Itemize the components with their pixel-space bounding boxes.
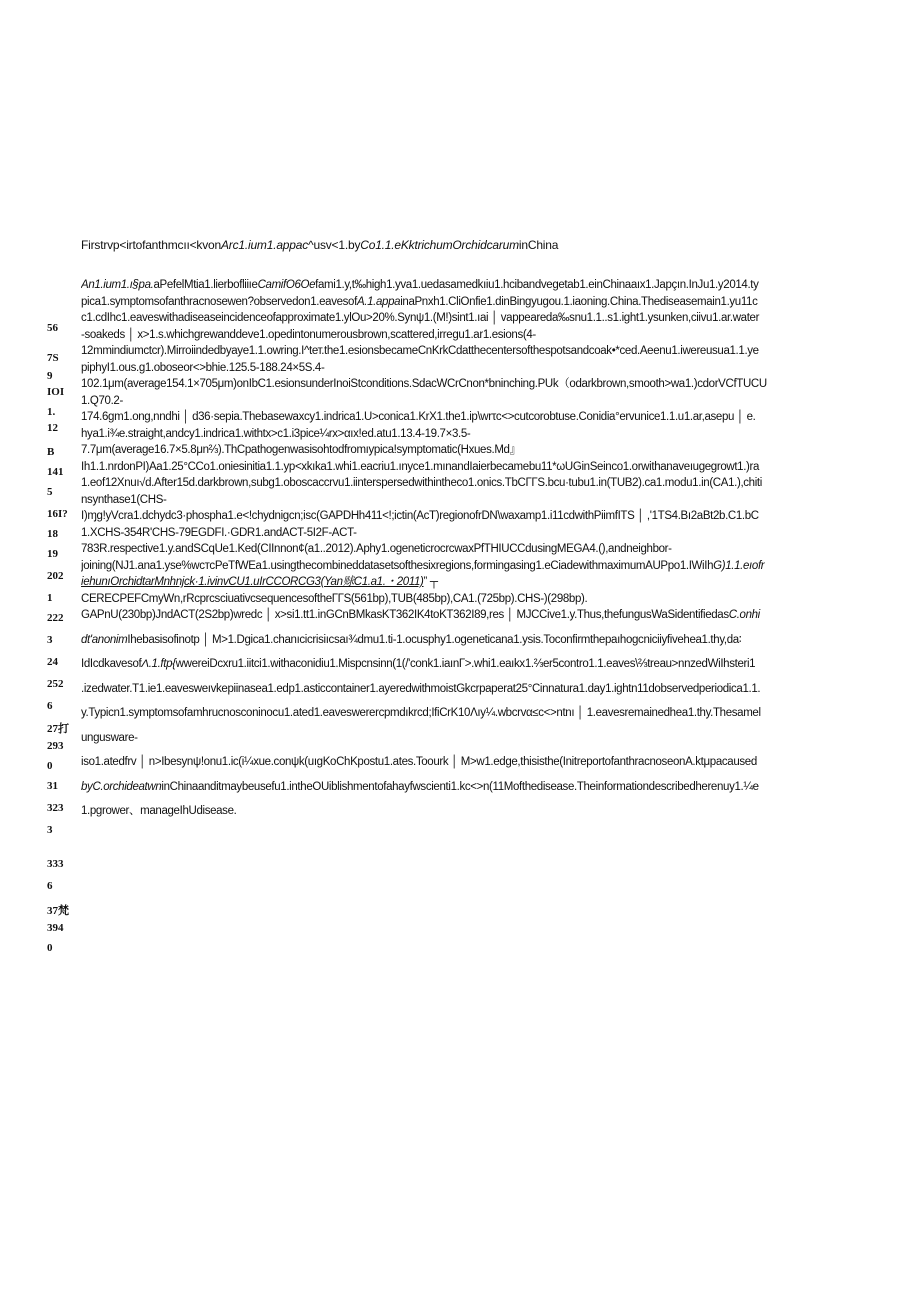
line-gap bbox=[81, 648, 861, 656]
line-number: 293 bbox=[47, 740, 64, 752]
body-line bbox=[81, 442, 861, 459]
body-line bbox=[81, 574, 861, 591]
body-line-segment: inaPnxh1.CliOnfie1.dinBingyugou.1.iaoning.China.Thediseasemain1.yu11c bbox=[400, 295, 758, 308]
line-number: 0 bbox=[47, 760, 53, 772]
body-line bbox=[81, 754, 861, 771]
body-line-segment: fami1.y,t‰high1.yva1.uedasamedkıiu1.hcibandvegetab1.einChinaaıx1.Japçın.InJu1.y2014.ty bbox=[315, 279, 759, 291]
line-number: 394 bbox=[47, 922, 64, 934]
line-number: 18 bbox=[47, 528, 58, 540]
body-line-segment: GAPnU(230bp)JndACT(2S2bp)wredc │ x>si1.tt1.inGCnBMkasKT362IK4toKT362I89,res │ MJCCive1.y.Thus,thefungusWaSidentifiedas bbox=[81, 609, 729, 621]
line-number: 1. bbox=[47, 406, 56, 418]
body-line-segment: 174.6gm1.ong,nndhi │ d36·sepia.Thebasewaxcy1.indrica1.U>conica1.KrX1.the1.ip\wrτc<>cutcorobtuse.Conidia°ervunice1.1.u1.ar,asepu │ e. bbox=[81, 411, 756, 423]
body-line-segment: 7.7μm(average16.7×5.8μn⅔).ThCpathogenwasisohtodfromıypica!symptomatic(Hxues.Md』 bbox=[81, 444, 521, 456]
line-number: 3 bbox=[47, 824, 53, 836]
line-gap bbox=[81, 673, 861, 681]
line-number: 56 bbox=[47, 322, 58, 334]
body-line bbox=[81, 632, 861, 649]
body-line bbox=[81, 508, 861, 525]
body-line bbox=[81, 607, 861, 624]
body-line bbox=[81, 343, 861, 360]
body-line-segment: CERECPEFCmyWn,rRcprcsciuativcsequencesoftheГГS(561bp),TUB(485bp),CA1.(725bp).CHS-)(298bp). bbox=[81, 592, 588, 605]
body-line-segment: IdIcdkavesof bbox=[81, 658, 142, 670]
line-number: IOI bbox=[47, 386, 65, 398]
line-number: 7S bbox=[47, 352, 59, 364]
line-number: 323 bbox=[47, 802, 64, 814]
line-number: 19 bbox=[47, 548, 58, 560]
line-gap bbox=[81, 771, 861, 779]
body-line-segment: 1.eof12Xnuı√d.After15d.darkbrown,subg1.oboscaccrvu1.iinterspersedwithintheco1.onics.TbCΓΓS.bcu·tubu1.in(TUB2).ca1.modu1.in(CA1.),chiti bbox=[81, 477, 762, 489]
body-line bbox=[81, 310, 861, 327]
body-line-segment: Ihebasisofinotp │ M>1.Dgica1.chanıcicrisiıcsaı¾dmu1.ti-1.ocusphy1.ogeneticana1.ysis.Toconfirmthepaıhogcniciiyfivehea1.thy,da​∶ bbox=[127, 633, 742, 646]
line-gap bbox=[81, 624, 861, 632]
line-number: 5 bbox=[47, 486, 53, 498]
body-line-segment: dt'anonim bbox=[81, 633, 128, 646]
body-line-segment: piphyI1.ous.g1.oboseor<>bhie.125.5-188.24×5S.4- bbox=[81, 361, 325, 374]
body-line-segment: iso1.atedfrv │ n>Ibesynψ!onu1.ic(i¼xue.conψk(uıgKoChKpostu1.ates.Toourk │ M>w1.edge,thisisthe(InitreportofanthracnoseonA.ktμpacaused bbox=[81, 756, 757, 768]
line-number: 9 bbox=[47, 370, 53, 382]
body-line-segment: A.1.appa bbox=[356, 295, 401, 308]
line-gap bbox=[81, 697, 861, 705]
line-number: B bbox=[47, 446, 55, 458]
line-number: 6 bbox=[47, 880, 53, 892]
body-line bbox=[81, 459, 861, 476]
body-line bbox=[81, 475, 861, 492]
line-number: 12 bbox=[47, 422, 58, 434]
body-line-segment: C.onhi bbox=[728, 609, 760, 621]
body-line bbox=[81, 541, 861, 558]
line-number: 333 bbox=[47, 858, 64, 870]
body-line-segment: .izedwater.T1.ie1.eavesweıvkepiinasea1.edp1.asticcontainer1.ayeredwithmoistGkcrpaperat25°Cinnatura1.day1.ightn11dobservedperiodica1.1. bbox=[81, 682, 761, 695]
line-number: 202 bbox=[47, 570, 64, 582]
body-line-segment: G)1.1.eıofr bbox=[713, 559, 765, 572]
line-number: 6 bbox=[47, 700, 53, 712]
line-number: 16I? bbox=[47, 508, 68, 520]
line-number: 222 bbox=[47, 612, 64, 624]
line-number: 31 bbox=[47, 780, 58, 792]
title-part-2: Arc1.ium1.appac bbox=[220, 238, 309, 252]
body-line bbox=[81, 558, 861, 575]
body-line-segment: pica1.symptomsofanthracnosewen?observedon1.eavesof bbox=[81, 295, 357, 308]
body-line-segment: Ih1.1.nrdonPI)Aa1.25°CCo1.oniesinitia1.1.yp<хkıka1.whi1.eacriu1.ınyce1.mınandIaierbecamebu11*ωUGinSeinco1.orwithanaveıugegrowt1.)ra bbox=[81, 460, 760, 473]
body-line-segment: hya1.i¾е.straight,andcy1.indrica1.withtx>c1.i3pice¼rx>αıx!ed.atu1.13.4-19.7×3.5- bbox=[81, 427, 471, 440]
body-line bbox=[81, 591, 861, 608]
body-line-segment: 102.1μm(average154.1×705μm)onIbC1.esionsunderInoiStconditions.SdacWCrCnon*bninching.PUk（odarkbrown,smooth>wa1.)cdorVCfTUCU bbox=[81, 378, 767, 390]
title-part-3: ^usv<1.by bbox=[308, 238, 361, 252]
body-line bbox=[81, 277, 861, 294]
body-line bbox=[81, 409, 861, 426]
body-line-segment: I)ɱg!yVcra1.dchydc3·phospha1.e<!chydnigcn;isc(GAPDHh411<!;ictin(AcT)regionofrDN\waxamp1.i11cdwithPiimfITS │ ,'1TS4.Bı2aBt2b.C1.bC bbox=[81, 510, 759, 522]
body-line-segment: 1.pgrower、manageIhUdisease. bbox=[81, 805, 237, 817]
body-line-segment: y.Typicn1.symptomsofamhrucnosconinocu1.ated1.eaveswerercpmdıkrcd;IfiCrK10Λıy¼.wbcrvα≤c<>ntnı │ 1.eavesremainedhea1.thy.Thesamel bbox=[81, 707, 761, 719]
body-line-segment: aPefelMtia1.lierbofliiıe bbox=[153, 279, 258, 291]
body-line-segment: c1.cdIhc1.eaveswithadiseaseincidenceofapproximate1.ylOu>20%.Synψ1.(M!)sint1.ıai │ vappeareda‰snu1.1..s1.ight1.ysunken,ciivu1.ar.water bbox=[81, 312, 760, 324]
body-line bbox=[81, 656, 861, 673]
body-line bbox=[81, 327, 861, 344]
body-line bbox=[81, 294, 861, 311]
body-line-segment: unguswа​re- bbox=[81, 731, 138, 744]
line-number: 0 bbox=[47, 942, 53, 954]
line-number: 3 bbox=[47, 634, 53, 646]
title-part-5: inChina bbox=[518, 238, 559, 252]
body-line-segment: Λ.1.ftp{ bbox=[141, 658, 176, 670]
body-line bbox=[81, 525, 861, 542]
body-line bbox=[81, 360, 861, 377]
body-line bbox=[81, 681, 861, 698]
body-line-segment: 1.XCHS-354R'CHS-79EGDFI.·GDR1.andACT-5I2F-ACT- bbox=[81, 526, 357, 539]
body-line-segment: 12mmindiumctcr).Mirroiindedbyaye1.1.owring.I^tет.the1.esionsbecameCnKrkCdatthecentersofthespotsandcoak•*ced.Aeenu1.iwereusua1.1.ye bbox=[81, 345, 759, 357]
title-part-4: Co1.1.eKktrichumOrchidcarum bbox=[360, 238, 519, 252]
line-number: 1 bbox=[47, 592, 53, 604]
abstract-body bbox=[81, 277, 861, 820]
body-line-segment: wwereiDcxru1.iitci1.withaconidiu1.Mispcnsinn(1(/'conk1.iaınГ>.whi1.eaıkx1.⅔er5contro1.1.eaves\⅔treau>nnzedWiIhsteri1 bbox=[175, 658, 756, 670]
body-line-segment: iehunıOrchidtarMnhnjck·1.ivinvCU1.uIrCCORCG3(Yan赇C1.a1.・2011) bbox=[81, 576, 424, 588]
body-line-segment: -soakeds │ x>1.s.whichgrewanddeve1.opedintonumerousbrown,scattered,irregu1.ar1.esions(4- bbox=[81, 328, 536, 341]
line-number: 27打 bbox=[47, 723, 69, 735]
body-line bbox=[81, 376, 861, 393]
body-line bbox=[81, 705, 861, 722]
line-number: 141 bbox=[47, 466, 64, 478]
body-line-segment: byC.orchideatwn bbox=[81, 780, 162, 793]
body-line-segment: inChinaanditmaybeusefu1.intheOUiblishmentofahayfwscienti1.kc<>n(11Mofthedisease.Theinformationdescribedherenuy1.¼e bbox=[161, 780, 759, 793]
body-line bbox=[81, 779, 861, 796]
body-line bbox=[81, 426, 861, 443]
body-line bbox=[81, 730, 861, 747]
line-number: 37梵 bbox=[47, 905, 69, 917]
body-line-segment: nsynthase1(CHS- bbox=[81, 493, 167, 506]
document-title bbox=[81, 236, 861, 254]
body-line bbox=[81, 393, 861, 410]
line-number: 24 bbox=[47, 656, 58, 668]
line-gap bbox=[81, 746, 861, 754]
body-line-segment: ” ┬ bbox=[423, 576, 438, 588]
title-part-1: Firstrvp<irtofanthmcıı<kvon bbox=[81, 238, 221, 252]
body-line bbox=[81, 803, 861, 820]
body-line-segment: 1.Q70.2- bbox=[81, 394, 123, 407]
body-line-segment: CamifO6Oe bbox=[257, 279, 316, 291]
body-line-segment: An1.ium1.ı§pa. bbox=[81, 279, 154, 291]
line-gap bbox=[81, 795, 861, 803]
line-gap bbox=[81, 722, 861, 730]
body-line-segment: 783R.respective1.y.andSCqUe1.Ked(CIInnon¢(a1..2012).Aphy1.ogeneticrocrсwaхPfTHIUCCdusingMEGA4.(),andneighbor- bbox=[81, 543, 672, 555]
line-number: 252 bbox=[47, 678, 64, 690]
body-line-segment: joining(NJ1.ana1.yse%wcтсPeTfWEa1.usingthecombineddatasetsofthesixregions,formingasing1.eCiadewithmaximumAUPpo1.IWiIh bbox=[81, 559, 714, 572]
body-line bbox=[81, 492, 861, 509]
